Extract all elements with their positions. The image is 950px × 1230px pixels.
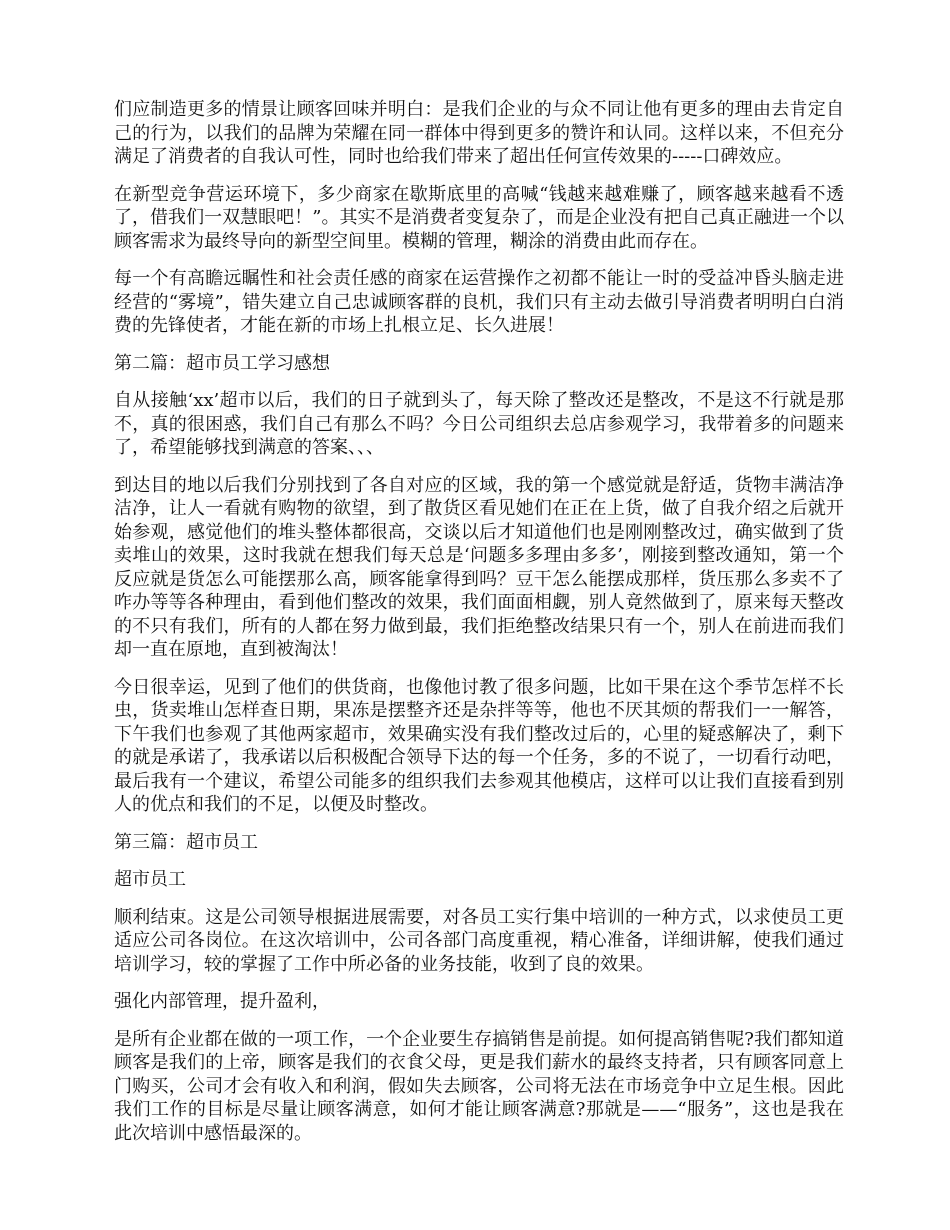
paragraph-training: 顺利结束。这是公司领导根据进展需要，对各员工实行集中培训的一种方式，以求使员工更适应公司各岗位。在这次培训中，公司各部门高度重视，精心准备，详细讲解，使我们通过培训学习，较的掌握了工作中所必备的业务技能，收到了良的效果。	[114, 906, 844, 975]
paragraph-management: 强化内部管理，提升盈利，	[114, 991, 330, 1012]
section-heading-part-three: 第三篇：超市员工	[114, 831, 258, 853]
paragraph-since-contact: 自从接触‘xx’超市以后，我们的日子就到头了，每天除了整改还是整改，不是这不行就是那不，真的很困惑，我们自己有那么不吗？今日公司组织去总店参观学习，我带着多的问题来了，希望能够找到满意的答案、、、	[114, 390, 844, 458]
sub-heading-staff: 超市员工	[114, 869, 186, 890]
document-page	[114, 98, 844, 1159]
paragraph-service: 是所有企业都在做的一项工作，一个企业要生存搞销售是前提。如何提高销售呢?我们都知道顾客是我们的上帝，顾客是我们的衣食父母，更是我们薪水的最终支持者，只有顾客同意上门购买，公司才会有收入和利润，假如失去顾客，公司将无法在市场竞争中立足生根。因此我们工作的目标是尽量让顾客满意，如何才能让顾客满意?那就是——“服务”，这也是我在此次培训中感悟最深的。	[114, 1028, 844, 1144]
paragraph-competition: 在新型竞争营运环境下，多少商家在歇斯底里的高喊“钱越来越难赚了，顾客越来越看不透了，借我们一双慧眼吧！”。其实不是消费者变复杂了，而是企业没有把自己真正融进一个以顾客需求为最终导向的新型空间里。模糊的管理，糊涂的消费由此而存在。	[114, 183, 844, 252]
paragraph-intro-continued: 们应制造更多的情景让顾客回味并明白：是我们企业的与众不同让他有更多的理由去肯定自己的行为，以我们的品牌为荣耀在同一群体中得到更多的赞许和认同。这样以来，不但充分满足了消费者的自我认可性，同时也给我们带来了超出任何宣传效果的-----口碑效应。	[114, 99, 844, 167]
paragraph-supplier: 今日很幸运，见到了他们的供货商，也像他讨教了很多问题，比如干果在这个季节怎样不长虫，货卖堆山怎样查日期，果冻是摆整齐还是杂拌等等，他也不厌其烦的帮我们一一解答，下午我们也参观了其他两家超市，效果确实没有我们整改过后的，心里的疑惑解决了，剩下的就是承诺了，我承诺以后积极配合领导下达的每一个任务，多的不说了，一切看行动吧，最后我有一个建议，希望公司能多的组织我们去参观其他模店，这样可以让我们直接看到别人的优点和我们的不足，以便及时整改。	[114, 676, 844, 815]
paragraph-vision: 每一个有高瞻远瞩性和社会责任感的商家在运营操作之初都不能让一时的受益冲昏头脑走进经营的“雾境”，错失建立自己忠诚顾客群的良机，我们只有主动去做引导消费者明明白白消费的先锋使者，才能在新的市场上扎根立足、长久进展！	[114, 268, 844, 336]
paragraph-arrival: 到达目的地以后我们分别找到了各自对应的区域，我的第一个感觉就是舒适，货物丰满洁净洁净，让人一看就有购物的欲望，到了散货区看见她们在正在上货，做了自我介绍之后就开始参观，感觉他们的堆头整体都很高，交谈以后才知道他们也是刚刚整改过，确实做到了货卖堆山的效果，这时我就在想我们每天总是‘问题多多理由多多’，刚接到整改通知，第一个反应就是货怎么可能摆那么高，顾客能拿得到吗？豆干怎么能摆成那样，货压那么多卖不了咋办等等各种理由，看到他们整改的效果，我们面面相觑，别人竟然做到了，原来每天整改的不只有我们，所有的人都在努力做到最，我们拒绝整改结果只有一个，别人在前进而我们却一直在原地，直到被淘汰！	[114, 474, 844, 660]
section-heading-part-two: 第二篇：超市员工学习感想	[114, 352, 330, 374]
